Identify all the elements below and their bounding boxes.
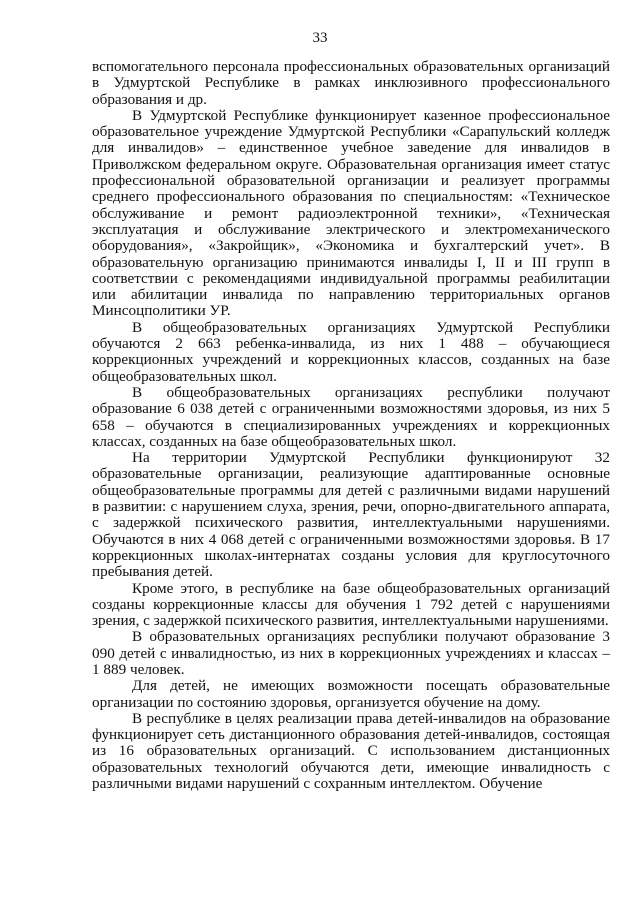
paragraph-4: В общеобразовательных организациях республики получают образование 6 038 детей с ограниченными возможностями здоровья, из них 5 658 – обучаются в специализированных учреждениях и коррекционных классах, созданных на базе общеобразовательных школ. <box>92 383 610 450</box>
paragraph-3: В общеобразовательных организациях Удмуртской Республики обучаются 2 663 ребенка-инвалида, из них 1 488 – обучающиеся коррекционных учреждений и коррекционных классов, созданных на базе общеобразовательных школ. <box>92 318 610 385</box>
paragraph-6: Кроме этого, в республике на базе общеобразовательных организаций созданы коррекционные классы для обучения 1 792 детей с нарушениями зрения, с задержкой психического развития, интеллектуальными нарушениями. <box>92 579 610 630</box>
body-text <box>92 59 610 792</box>
paragraph-9: В республике в целях реализации права детей-инвалидов на образование функционирует сеть дистанционного образования детей-инвалидов, состоящая из 16 образовательных организаций. С использованием дистанционных образовательных технологий обучаются дети, имеющие инвалидность с различными видами нарушений с сохранным интеллектом. Обучение <box>92 709 610 793</box>
paragraph-5: На территории Удмуртской Республики функционируют 32 образовательные организации, реализующие адаптированные основные общеобразовательные программы для детей с различными видами нарушений в развитии: с нарушением слуха, зрения, речи, опорно-двигательного аппарата, с задержкой психического развития, интеллектуальными нарушениями. Обучаются в них 4 068 детей с ограниченными возможностями здоровья. В 17 коррекционных школах-интернатах созданы условия для круглосуточного пребывания детей. <box>92 449 610 581</box>
paragraph-8: Для детей, не имеющих возможности посещать образовательные организации по состоянию здоровья, организуется обучение на дому. <box>92 677 610 711</box>
paragraph-7: В образовательных организациях республики получают образование 3 090 детей с инвалидностью, из них в коррекционных учреждениях и классах – 1 889 человек. <box>92 628 610 678</box>
page-number: 33 <box>312 30 328 46</box>
paragraph-2: В Удмуртской Республике функционирует казенное профессиональное образовательное учреждение Удмуртской Республики «Сарапульский колледж для инвалидов» – единственное учебное заведение для инвалидов в Приволжском федеральном округе. Образовательная организация имеет статус профессиональной образовательной организации и реализует программы среднего профессионального образования по специальностям: «Техническое обслуживание и ремонт радиоэлектронной техники», «Техническая эксплуатация и обслуживание электрического и электромеханического оборудования», «Закройщик», «Экономика и бухгалтерский учет». В образовательную организацию принимаются инвалиды I, II и III групп в соответствии с рекомендациями индивидуальной программы реабилитации или абилитации инвалида по направлению территориальных органов Минсоцполитики УР. <box>92 106 610 320</box>
paragraph-1: вспомогательного персонала профессиональных образовательных организаций в Удмуртской Республике в рамках инклюзивного профессионального образования и др. <box>92 58 610 108</box>
